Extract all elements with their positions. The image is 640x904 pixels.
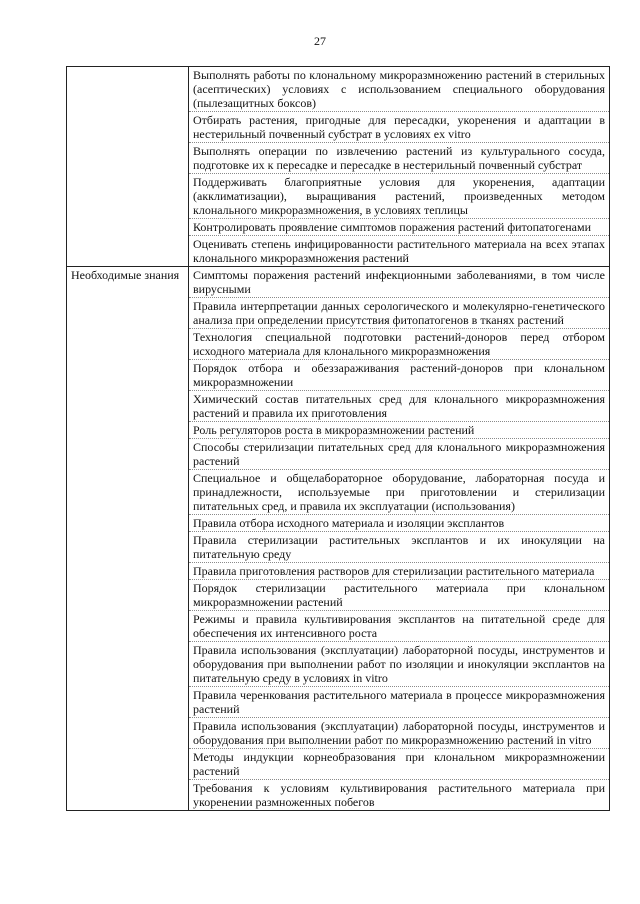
table-row: [67, 267, 610, 811]
list-item: Правила черенкования растительного материала в процессе микроразмножения растений: [189, 687, 609, 718]
list-item: Правила приготовления растворов для стерилизации растительного материала: [189, 563, 609, 580]
list-item: Правила использования (эксплуатации) лабораторной посуды, инструментов и оборудования при выполнении работ по изоляции и инокуляции эксплантов на питательную среду в условиях in vitro: [189, 642, 609, 687]
list-item: Роль регуляторов роста в микроразмножении растений: [189, 422, 609, 439]
list-item: Контролировать проявление симптомов поражения растений фитопатогенами: [189, 219, 609, 236]
row-label-cell: Необходимые знания: [67, 267, 189, 811]
list-item: Выполнять операции по извлечению растений из культурального сосуда, подготовке их к пересадке и пересадке в нестерильный почвенный субстрат: [189, 143, 609, 174]
list-item: Правила использования (эксплуатации) лабораторной посуды, инструментов и оборудования при выполнении работ по микроразмножению растений in vitro: [189, 718, 609, 749]
list-item: Оценивать степень инфицированности растительного материала на всех этапах клонального микроразмножения растений: [193, 237, 605, 265]
list-item: Специальное и общелабораторное оборудование, лабораторная посуда и принадлежности, используемые при приготовлении и стерилизации питательных сред, и правила их эксплуатации (использования): [189, 470, 609, 515]
page-number: 27: [314, 34, 326, 48]
row-label-cell: [67, 67, 189, 267]
list-item: Отбирать растения, пригодные для пересадки, укоренения и адаптации в нестерильный почвенный субстрат в условиях ex vitro: [189, 112, 609, 143]
row-items-cell: [189, 67, 610, 267]
list-item: Требования к условиям культивирования растительного материала при укоренении размноженных побегов: [193, 781, 605, 809]
list-item: Правила интерпретации данных серологического и молекулярно-генетического анализа при определении присутствия фитопатогенов в тканях растений: [189, 298, 609, 329]
list-item: Порядок стерилизации растительного материала при клональном микроразмножении растений: [189, 580, 609, 611]
list-item: Режимы и правила культивирования эксплантов на питательной среде для обеспечения их интенсивного роста: [189, 611, 609, 642]
list-item: Выполнять работы по клональному микроразмножению растений в стерильных (асептических) условиях с использованием специального оборудования (пылезащитных боксов): [189, 67, 609, 112]
list-item: Симптомы поражения растений инфекционными заболеваниями, в том числе вирусными: [189, 267, 609, 298]
list-item: Правила отбора исходного материала и изоляции эксплантов: [189, 515, 609, 532]
list-item: Методы индукции корнеобразования при клональном микроразмножении растений: [189, 749, 609, 780]
table-row: [67, 67, 610, 267]
list-item: Поддерживать благоприятные условия для укоренения, адаптации (акклиматизации), выращивания растений, произведенных методом клонального микроразмножения, в условиях теплицы: [189, 174, 609, 219]
list-item: Правила стерилизации растительных эксплантов и их инокуляции на питательную среду: [189, 532, 609, 563]
list-item: Химический состав питательных сред для клонального микроразмножения растений и правила их приготовления: [189, 391, 609, 422]
list-item: Порядок отбора и обеззараживания растений-доноров при клональном микроразмножении: [189, 360, 609, 391]
list-item: Технология специальной подготовки растений-доноров перед отбором исходного материала для клонального микроразмножения: [189, 329, 609, 360]
list-item: Способы стерилизации питательных сред для клонального микроразмножения растений: [189, 439, 609, 470]
row-items-cell: [189, 267, 610, 811]
competency-table: [66, 66, 610, 811]
